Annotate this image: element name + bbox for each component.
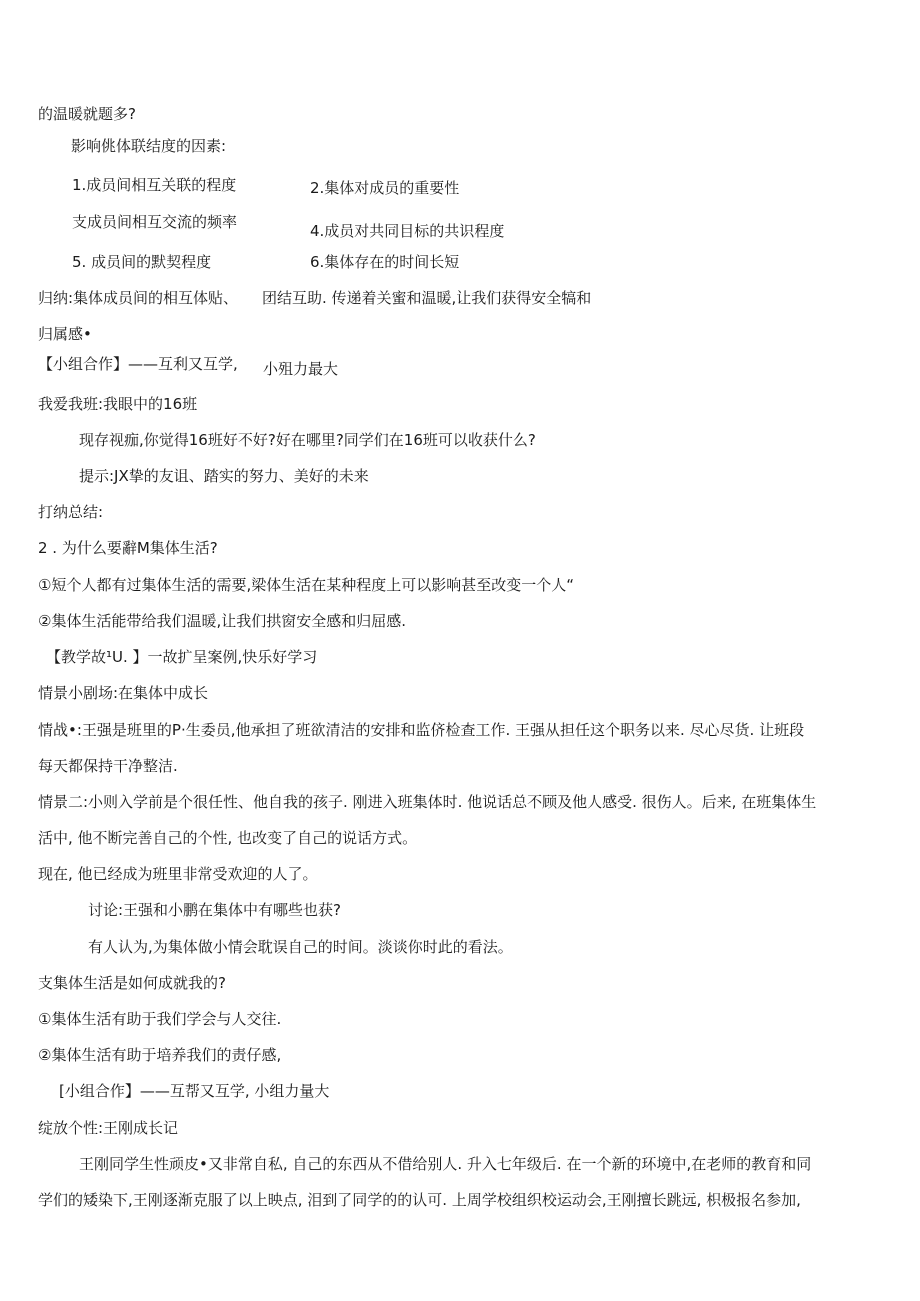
text-line: 情战•:王强是班里的P·生委员,他承担了班欲清洁的安排和监侪检查工作. 王强从担任这个职务以来. 尽心尽货. 让班段 <box>38 721 805 739</box>
text-line: 支集体生活是如何成就我的? <box>38 974 226 992</box>
section-heading: 【小组合作】——互利又互学, <box>38 355 238 373</box>
text-line: 情景小剧场:在集体中成长 <box>38 684 209 702</box>
text-line: 影响佻体联结度的因素: <box>71 137 227 155</box>
text-line: 有人认为,为集体做小情会耽误自己的时间。淡谈你时此的看法。 <box>88 938 513 956</box>
text-line: 学们的矮染下,王刚逐渐克服了以上映点, 泪到了同学的的认可. 上周学校组织校运动会,王刚擅长跳远, 枳极报名参加, <box>38 1191 801 1209</box>
text-line: ②集体生活有助于培养我们的责仔感, <box>38 1046 282 1064</box>
text-line: ①集体生活有助于我们学会与人交往. <box>38 1010 282 1028</box>
section-heading: [小组合作】——互帮又互学, 小组力量大 <box>59 1082 330 1100</box>
factor-item-4: 4.成员对共同目标的共识程度 <box>310 222 505 240</box>
text-line: 每天都保持干净整洁. <box>38 757 178 775</box>
text-line: 现存视痂,你觉得16班好不好?好在哪里?同学们在16班可以收获什么? <box>79 431 536 449</box>
text-line: ②集体生活能带给我们温暖,让我们拱窗安全感和归屈感. <box>38 612 406 630</box>
factor-item-1: 1.成员间相互关联的程度 <box>72 176 237 194</box>
summary-line-a: 归纳:集体成员间的相互体贴、 <box>38 289 239 307</box>
factor-item-3: 支成员间相互交流的频率 <box>72 213 238 231</box>
text-line: 情景二:小则入学前是个很任性、他自我的孩子. 刚进入班集体时. 他说话总不顾及他人感受. 很伤人。后来, 在班集体生 <box>38 793 817 811</box>
text-line: 我爱我班:我眼中的16班 <box>38 395 198 413</box>
text-line: 的温暖就题多? <box>38 105 136 123</box>
factor-item-6: 6.集体存在的时间长短 <box>310 253 460 271</box>
text-line: 打纳总结: <box>38 503 104 521</box>
text-line: 讨论:王强和小鹏在集体中有哪些也获? <box>88 901 342 919</box>
text-line: 小殂力最大 <box>263 360 339 378</box>
summary-line-b: 团结互助. 传递着关蜜和温暖,让我们获得安全犒和 <box>262 289 592 307</box>
text-line: 归属感• <box>38 325 92 343</box>
text-line: ①短个人都有过集体生活的需要,梁体生活在某种程度上可以影响甚至改变一个人“ <box>38 576 574 594</box>
text-line: 现在, 他已经成为班里非常受欢迎的人了。 <box>38 865 318 883</box>
text-line: 王刚同学生性顽皮•又非常自私, 自己的东西从不借给别人. 升入七年级后. 在一个新的环境中,在老师的教育和同 <box>79 1155 812 1173</box>
text-line: 绽放个性:王刚成长记 <box>38 1119 179 1137</box>
text-line: 提示:JX挚的友诅、踏实的努力、美好的未来 <box>79 467 369 485</box>
text-line: 活中, 他不断完善自己的个性, 也改变了自己的说话方式。 <box>38 829 418 847</box>
factor-item-5: 5. 成员间的默契程度 <box>72 253 212 271</box>
section-heading: 【教学故¹U. 】一故扩呈案例,快乐好学习 <box>46 648 318 666</box>
text-line: 2 . 为什么要辭M集体生活? <box>38 539 218 557</box>
factor-item-2: 2.集体对成员的重要性 <box>310 179 460 197</box>
